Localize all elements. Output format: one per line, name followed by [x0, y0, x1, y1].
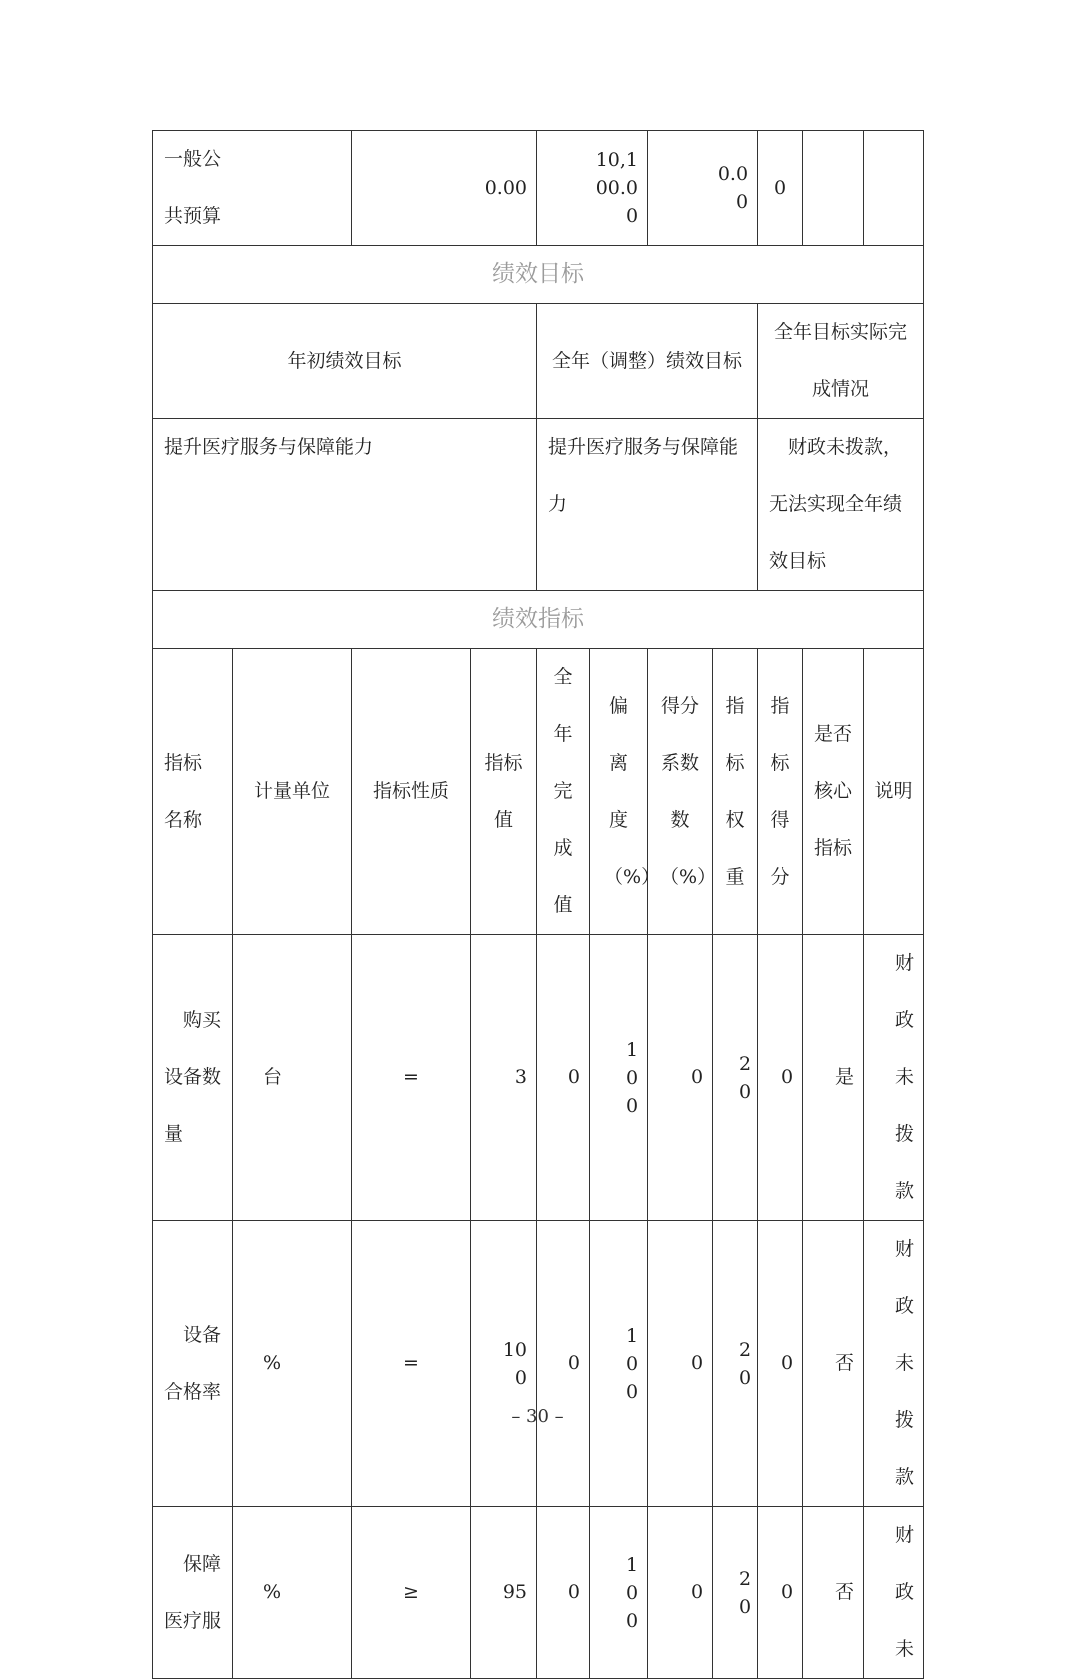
section-title-goals: 绩效目标 [153, 246, 924, 304]
budget-value-3: 0.00 [648, 131, 758, 246]
header-completed: 全年完成值 [537, 649, 590, 935]
goal-header-initial: 年初绩效目标 [153, 304, 537, 419]
row-3-unit: % [233, 1507, 352, 1679]
row-3-deviation: 100 [590, 1507, 648, 1679]
header-score-coef: 得分系数数（%） [648, 649, 713, 935]
goal-header-row [153, 304, 924, 419]
row-2-name: 设备合格率 [153, 1221, 233, 1507]
header-unit: 计量单位 [233, 649, 352, 935]
header-score: 指标得分 [758, 649, 803, 935]
row-1-nature: = [352, 935, 471, 1221]
row-2-deviation: 100 [590, 1221, 648, 1507]
row-1-weight: 20 [713, 935, 758, 1221]
row-3-completed: 0 [537, 1507, 590, 1679]
budget-empty-2 [864, 131, 924, 246]
row-3-nature: ≥ [352, 1507, 471, 1679]
row-1-note: 财政未拨款 [864, 935, 924, 1221]
row-3-core: 否 [803, 1507, 864, 1679]
goal-header-adjusted: 全年（调整）绩效目标 [537, 304, 758, 419]
row-3-note: 财政未 [864, 1507, 924, 1679]
row-2-value: 100 [471, 1221, 537, 1507]
header-weight: 指标权重 [713, 649, 758, 935]
row-1-deviation: 100 [590, 935, 648, 1221]
header-core: 是否核心指标 [803, 649, 864, 935]
budget-row [153, 131, 924, 246]
row-2-weight: 20 [713, 1221, 758, 1507]
row-3-coef: 0 [648, 1507, 713, 1679]
row-1-completed: 0 [537, 935, 590, 1221]
row-2-note: 财政未拨款 [864, 1221, 924, 1507]
row-3-score: 0 [758, 1507, 803, 1679]
goal-row [153, 419, 924, 591]
row-1-unit: 台 [233, 935, 352, 1221]
row-1-value: 3 [471, 935, 537, 1221]
table-row [153, 935, 924, 1221]
budget-value-2: 10,100.00 [537, 131, 648, 246]
budget-empty-1 [803, 131, 864, 246]
row-1-name: 购买设备数量 [153, 935, 233, 1221]
table-row [153, 1507, 924, 1679]
table-row [153, 1221, 924, 1507]
header-indicator-name: 指标名称 [153, 649, 233, 935]
budget-label: 一般公共预算 [153, 131, 352, 246]
indicator-header-row [153, 649, 924, 935]
budget-value-4: 0 [758, 131, 803, 246]
row-2-score: 0 [758, 1221, 803, 1507]
row-1-core: 是 [803, 935, 864, 1221]
row-1-score: 0 [758, 935, 803, 1221]
row-2-core: 否 [803, 1221, 864, 1507]
row-1-coef: 0 [648, 935, 713, 1221]
row-2-coef: 0 [648, 1221, 713, 1507]
row-2-completed: 0 [537, 1221, 590, 1507]
goal-adjusted: 提升医疗服务与保障能力 [537, 419, 758, 591]
performance-table [152, 130, 924, 1679]
row-2-unit: % [233, 1221, 352, 1507]
goal-initial: 提升医疗服务与保障能力 [153, 419, 537, 591]
section-title-indicators: 绩效指标 [153, 591, 924, 649]
row-2-nature: = [352, 1221, 471, 1507]
row-3-weight: 20 [713, 1507, 758, 1679]
goal-header-actual: 全年目标实际完成情况 [758, 304, 924, 419]
budget-value-1: 0.00 [352, 131, 537, 246]
row-3-value: 95 [471, 1507, 537, 1679]
header-note: 说明 [864, 649, 924, 935]
header-value: 指标值 [471, 649, 537, 935]
row-3-name: 保障医疗服 [153, 1507, 233, 1679]
header-deviation: 偏离度（%） [590, 649, 648, 935]
goal-actual: 财政未拨款，无法实现全年绩效目标 [758, 419, 924, 591]
header-nature: 指标性质 [352, 649, 471, 935]
page-number: – 30 – [511, 1406, 564, 1427]
